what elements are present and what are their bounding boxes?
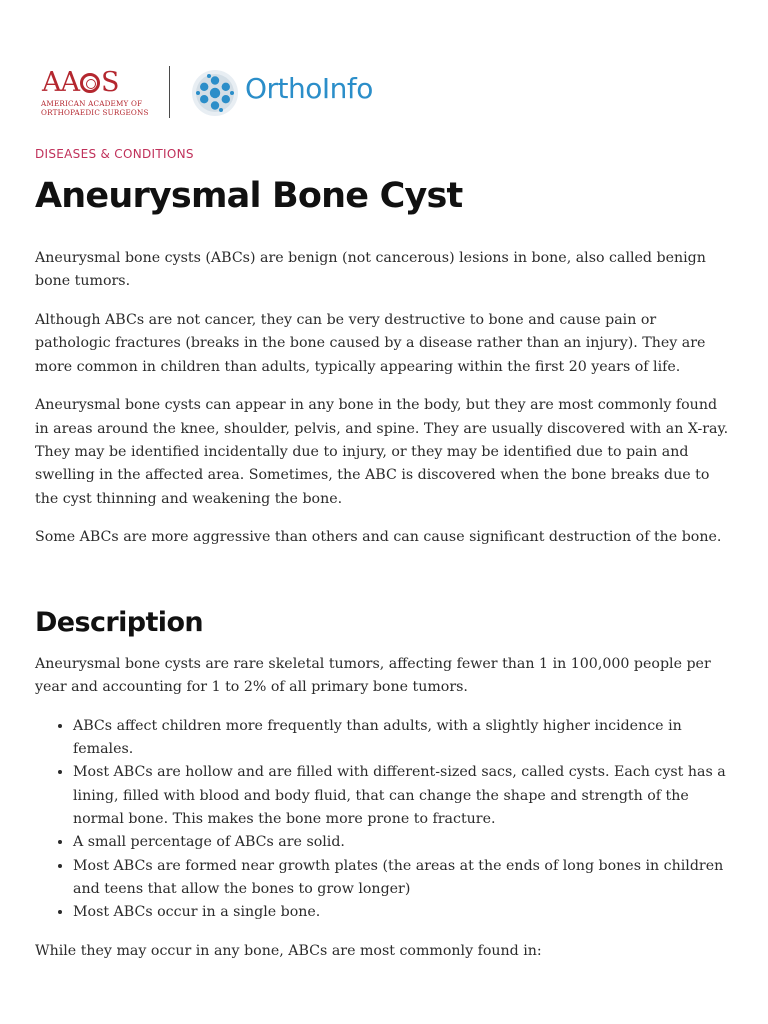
intro-paragraph: Although ABCs are not cancer, they can be very destructive to bone and cause pain or pathologic fractures (breaks in the bone caused by a disease rather than an injury). They are more common in children than adults, typically appearing within the first 20 years of life. (35, 312, 706, 375)
description-paragraph: Aneurysmal bone cysts are rare skeletal tumors, affecting fewer than 1 in 100,000 people per year and accounting for 1 to 2% of all primary bone tumors. (35, 655, 711, 696)
aaos-logo[interactable] (40, 68, 152, 120)
list-item: • ABCs affect children more frequently than adults, with a slightly higher incidence in females. (73, 715, 735, 762)
category-link[interactable]: DISEASES & CONDITIONS (35, 147, 194, 161)
locations-intro: While they may occur in any bone, ABCs are most commonly found in: (35, 943, 542, 960)
page-title: Aneurysmal Bone Cyst (35, 176, 463, 216)
site-header (40, 64, 440, 124)
article-body (35, 247, 735, 979)
list-item: • Most ABCs occur in a single bone. (73, 901, 735, 924)
orthoinfo-logo-icon[interactable] (190, 68, 240, 118)
list-item: • A small percentage of ABCs are solid. (73, 831, 735, 854)
intro-paragraph: Some ABCs are more aggressive than others and can cause significant destruction of the bone. (35, 529, 722, 546)
orthoinfo-wordmark[interactable]: OrthoInfo (245, 72, 373, 105)
list-item: • Most ABCs are formed near growth plates (the areas at the ends of long bones in children and teens that allow the bones to grow longer) (73, 855, 735, 902)
aaos-wordmark: AA S (42, 67, 119, 98)
aaos-o-emblem (80, 73, 100, 93)
aaos-subtitle: AMERICAN ACADEMY OF ORTHOPAEDIC SURGEONS (41, 99, 149, 117)
description-list (35, 715, 735, 925)
intro-paragraph: Aneurysmal bone cysts can appear in any bone in the body, but they are most commonly found in areas around the knee, shoulder, pelvis, and spine. They are usually discovered with an X-ray. They may be identified incidentally due to injury, or they may be identified due to pain and swelling in the affected area. Sometimes, the ABC is discovered when the bone breaks due to the cyst thinning and weakening the bone. (35, 397, 729, 507)
logo-divider (169, 66, 170, 118)
section-heading-description: Description (35, 606, 204, 638)
intro-paragraph: Aneurysmal bone cysts (ABCs) are benign (not cancerous) lesions in bone, also called benign bone tumors. (35, 250, 706, 290)
list-item: • Most ABCs are hollow and are filled with different-sized sacs, called cysts. Each cyst has a lining, filled with blood and body fluid, that can change the shape and strength of the normal bone. This makes the bone more prone to fracture. (73, 761, 735, 831)
